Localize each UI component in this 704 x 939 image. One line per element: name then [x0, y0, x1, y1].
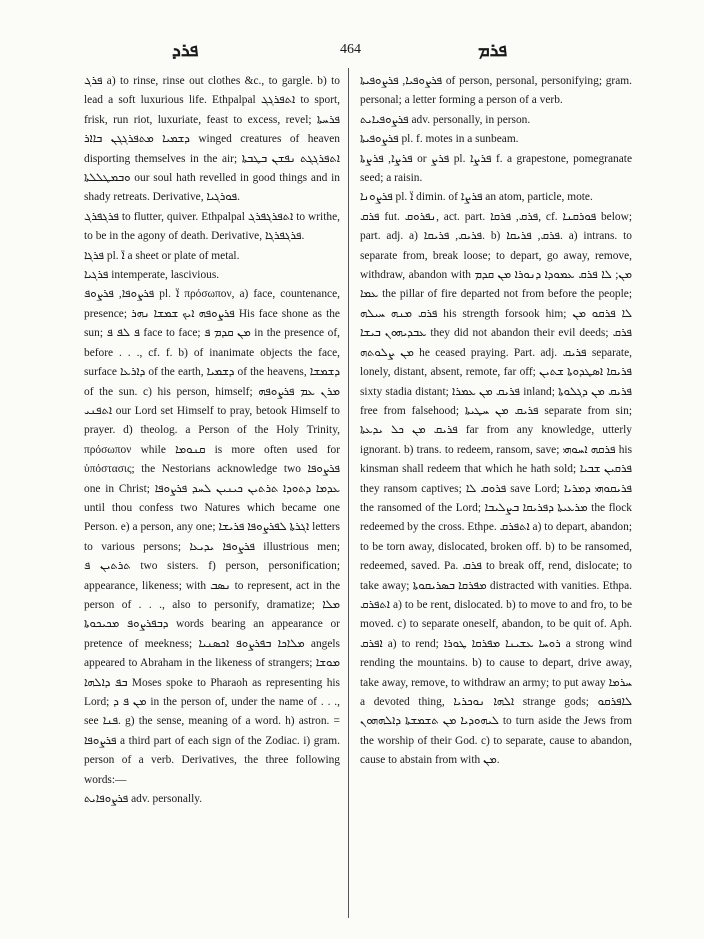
entry-paragraph: ܦܪܨܘܦܝܐ, ܦܪܨܘܦܝܬܐ of person, personal, personifying; gram. personal; a letter forming a person of a verb.: [360, 75, 632, 107]
entry-paragraph: ܦܪܩ fut. ܢܦܪܘܩ, act. part. ܦܪܩ, ܦܪܩܐ, cf. ܦܘܪܩܢܐ below; part. adj. a) ܦܪܝܩ, ܦܪܝܩܐ. b) ܦܪܩ, ܦܪܝܩܐ. a) intrans. to separate from, break loose; to depart, go away, remove, withdraw, abandon with ܡܢ; ܠܐ ܦܪܩ ܥܡܘܕܐ ܕܢܘܪܐ ܡܢ ܩܕܡ ܥܡܐ the pillar of fire departed not from before the people; ܦܪܩ ܡܢܗ ܚܝܠܗ his strength forsook him; ܠܐ ܦܪܩܘ ܡܢ ܥܒܕܝܗܘܢ ܒܝܫܐ they did not abandon their evil deeds; ܦܪܩ ܡܢ ܨܠܘܬܗ he ceased praying. Part. adj. ܦܪܝܩ separate, lonely, distant, absent, remote, far off; ܦܪܝܩܐ ܐܣܛܕܘܬܐ ܫܬܝܢ sixty stadia distant; ܦܪܝܩ ܡܢ ܥܡܪܐ inland; ܦܪܝܩ ܡܢ ܕܓܠܘܬܐ free from falsehood; ܦܪܝܩ ܡܢ ܚܛܝܬܐ separate from sin; ܦܪܝܩ ܡܢ ܟܠ ܝܕܥܬܐ far from any knowledge, utterly ignorant. b) trans. to redeem, ransom, save; ܦܪܩܗ ܐܚܘܗܝ his kinsman shall redeem that which he hath sold; ܦܪܩܝܢ ܫܒܝܐ they ransom captives; ܦܪܘܩ ܠܐ save Lord; ܦܪܝܩܘܗܝ ܕܡܪܝܐ the ransomed of the Lord; ܡܪܥܝܬܐ ܕܦܪܝܩܐ ܒܨܠܝܒܐ the flock redeemed by the cross. Ethpe. ܐܬܦܪܩ a) to depart, abandon; to be torn away, dislocated, broken off. b) to be ransomed, redeemed, saved. Pa. ܦܪܩ to break off, rend, dislocate; to take away; ܡܦܪܩܐ ܒܣܪܝܩܘܬܐ distracted with vanities. Ethpa. ܐܬܦܪܩ a) to be rent, dislocated. b) to move to and fro, to be moved. c) to separate oneself, abandon, to be quit of. Aph. ܐܦܪܩ a) to rend; ܪܘܚܐ ܥܫܝܢܐ ܡܦܪܩܐ ܛܘܪܐ a strong wind rending the mountains. b) to cause to depart, drive away, take away, remove, to withdraw an army; to put away ܚܪܡܐ a devoted thing, ܐܠܗܐ ܢܘܟܪܝܐ strange gods; ܠܐܦܪܩܘ ܠܝܗܘܕܝܐ ܡܢ ܬܫܡܫܬܐ ܕܐܠܗܗܘܢ to turn aside the Jews from the worship of their God. c) to separate, cause to abandon, cause to abstain from with ܡܢ.: [360, 210, 633, 767]
entry-paragraph: ܦܪܓܝܐ intemperate, lascivious.: [84, 269, 220, 282]
entry-paragraph: ܦܪܨܘܦܝܬܐ pl. f. motes in a sunbeam.: [360, 133, 519, 146]
left-column: [84, 72, 340, 809]
entry-paragraph: ܦܪܨܘܦܝܐܝܬ adv. personally, in person.: [360, 113, 531, 126]
entry-paragraph: ܦܪܨܘܦܐܝܬ adv. personally.: [84, 793, 203, 806]
entry-paragraph: ܦܪܓܐ pl. ܐ̈ a sheet or plate of metal.: [84, 249, 240, 262]
entry-paragraph: ܦܪܓ a) to rinse, rinse out clothes &c., to gargle. b) to lead a soft luxurious life. Ethpalpal ܐܬܦܪܓܓ to sport, frisk, run riot, luxuriate, feast to excess, revel; ܦܪܚܬܐ ܕܫܡܝܐ ܡܬܦܪܓܓܢ ܒܐܐܪ winged creatures of heaven disporting themselves in the air; ܐܬܦܪܓܓܬ ܢܦܫܢ ܒܛܒܬܐ ܘܒܡܛܠܠܬܐ our soul hath revelled in good things and in shady retreats. Derivative, ܦܘܪܓܝܐ.: [84, 75, 341, 204]
entry-paragraph: ܦܪܨܐ, ܦܪܨܬܐ or ܦܪܨ pl. ܦܪܨܐ f. a grapestone, pomegranate seed; a raisin.: [360, 152, 632, 185]
page-header: [0, 36, 704, 66]
entry-paragraph: ܦܪܨܘܢܐ pl. ܐ̈ dimin. of ܦܪܨܐ an atom, particle, mote.: [360, 191, 593, 204]
right-column: [360, 72, 632, 771]
running-head-left: ܦܪܕ: [172, 40, 199, 61]
entry-paragraph: ܦܪܨܘܦܐ, ܦܪܨܘܦ pl. ܐ̈ πρόσωπον, a) face, countenance, presence; ܦܪܨܘܦܗ ܐܝܟ ܫܡܫܐ ܢܗܪ His face shone as the sun; ܦ ܠܦ ܦ face to face; ܡܢ ܩܕܡ ܦ in the presence of, before . . ., cf. f. b) of inanimate objects the face, surface ܕܐܪܥܐ of the earth, ܕܫܡܝܐ of the heavens, ܕܫܡܫܐ of the sun. c) his person, himself; ܡܪܢ ܥܡ ܦܪܨܘܦܗ ܐܬܦܢܝ our Lord set Himself to pray, betook Himself to prayer. d) theolog. a Person of the Holy Trinity, πρόσωπον while ܩܢܘܡܐ is more often used for ὑπόστασις; the Nestorians acknowledge two ܦܪܨܘܦܐ one in Christ; ܥܕܡܐ ܕܬܘܕܐ ܬܪܬܝܢ ܟܝܢܝܢ ܠܚܕ ܦܪܨܘܦܐ until thou confess two Natures which became one Person. e) a person, any one; ܐܓܪܬܐ ܠܦܪܨܘܦܐ ܦܪܝܫܐ letters to various persons; ܦܪܨܘܦܐ ܝܕܝܥܐ illustrious men; ܬܪܬܝܢ ܦ two sisters. f) person, personification; appearance, likeness; with ܢܣܒ to represent, act in the person of . . ., also to personify, dramatize; ܡܠܐ ܕܒܦܪܨܘܦ ܡܟܝܟܘܬܐ words bearing an appearance or pretence of meekness; ܡܠܐܟܐ ܒܦܪܨܘܦ ܐܟܣܢܝܐ angels appeared to Abraham in the likeness of strangers; ܡܘܫܐ ܒܦ ܕܐܠܗܐ Moses spoke to Pharaoh as representing his Lord; ܡܢ ܦ ܕ in the person of, under the name of . . ., see ܦܢܐ. g) the sense, meaning of a word. h) astron. = ܦܪܨܘܦܐ a third part of each sign of the Zodiac. i) gram. person of a verb. Derivatives, the three following words:—: [84, 288, 341, 786]
entry-paragraph: ܦܪܓܦܪܓ to flutter, quiver. Ethpalpal ܐܬܦܪܓܦܪܓ to writhe, to be in the agony of death. Derivative, ܦܪܓܦܪܓܐ.: [84, 210, 340, 243]
page-number: 464: [340, 42, 361, 57]
column-divider: [348, 68, 349, 918]
running-head-right: ܦܪܡ: [478, 40, 508, 61]
